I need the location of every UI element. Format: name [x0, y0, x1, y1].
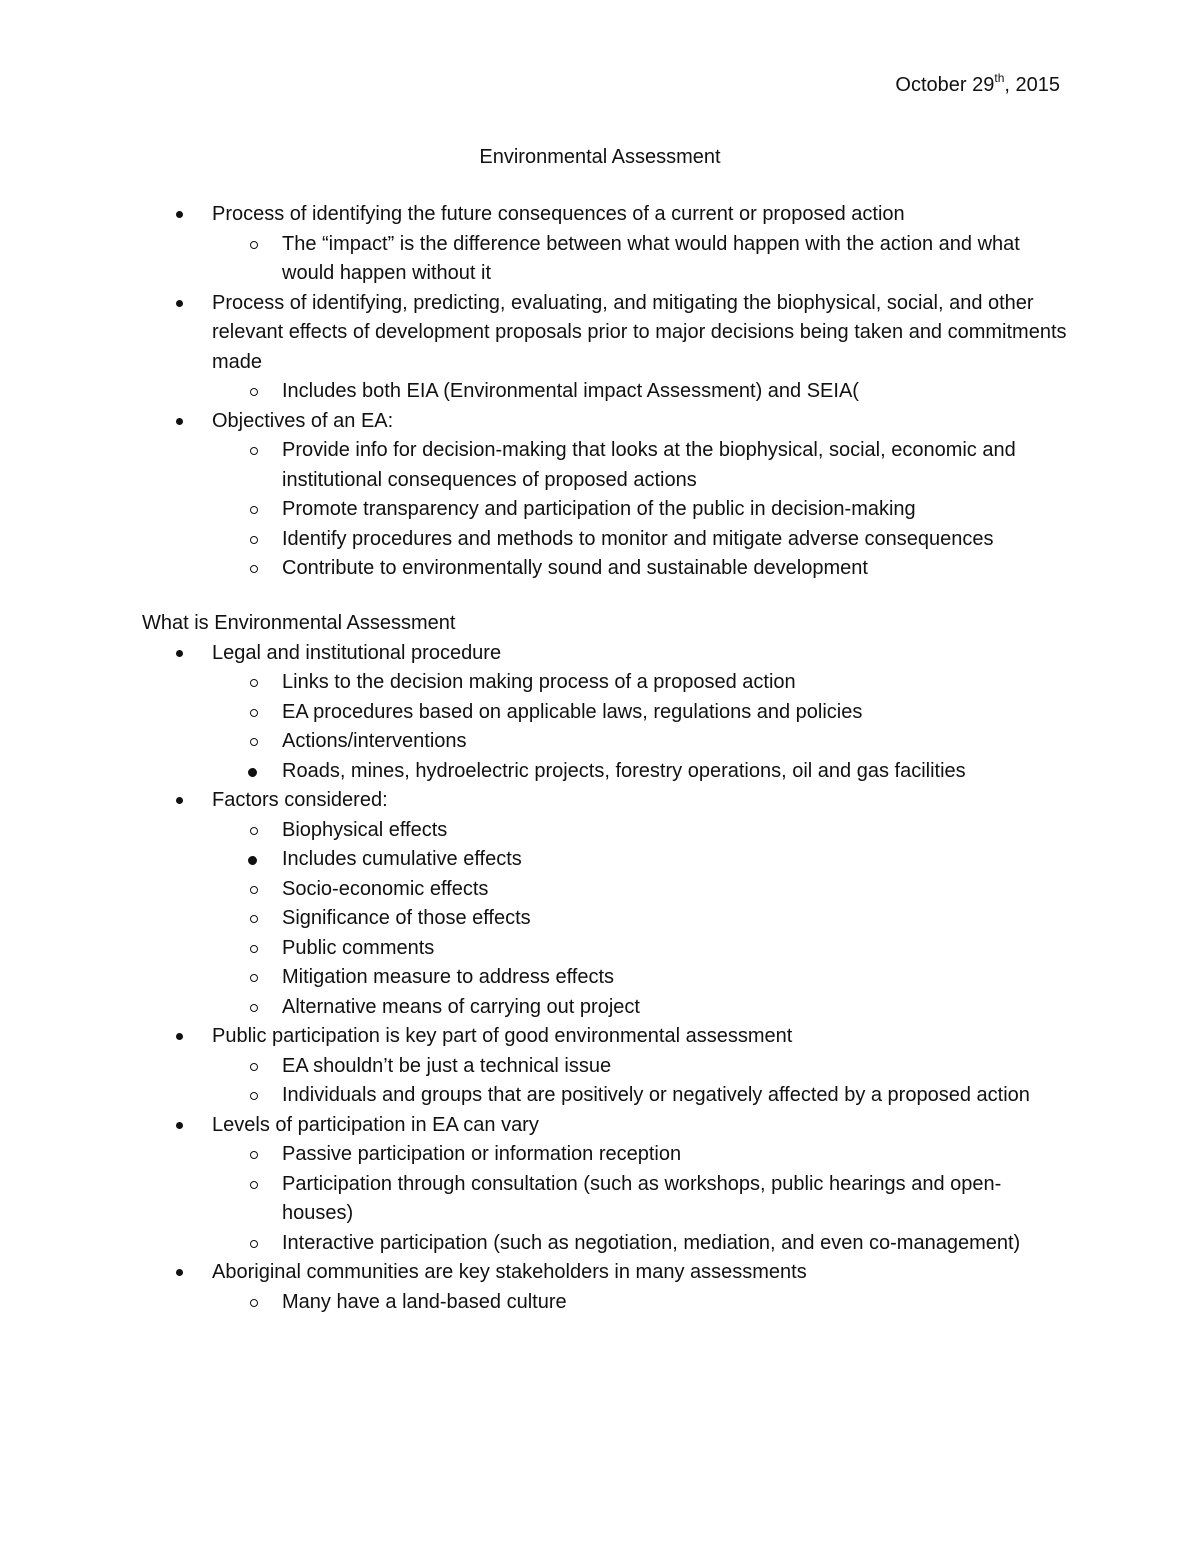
list-item [212, 904, 1072, 934]
list-item [212, 993, 1072, 1023]
date-ordinal-suffix: th [994, 71, 1005, 86]
sub-sub-bullet-list [212, 845, 1072, 875]
list-item [142, 639, 1072, 669]
list-item-text: Participation through consultation (such as workshops, public hearings and open-houses) [282, 1172, 1002, 1224]
list-item [212, 1170, 1072, 1229]
bullet-list [142, 1258, 1072, 1288]
sub-bullet-list [212, 377, 1072, 407]
bullet-list [142, 1022, 1072, 1052]
section-heading: What is Environmental Assessment [142, 612, 456, 634]
sub-bullet-list [212, 816, 1072, 846]
bullet-list [142, 289, 1072, 378]
list-item [142, 786, 1072, 816]
list-item-text: Legal and institutional procedure [212, 641, 502, 664]
list-item [212, 875, 1072, 905]
bullet-list [142, 200, 1072, 230]
list-item [212, 1288, 1072, 1318]
list-item [212, 1081, 1072, 1111]
list-item [212, 934, 1072, 964]
list-item-text: Passive participation or information reception [282, 1143, 682, 1165]
list-item-text: Factors considered: [212, 789, 388, 811]
list-item-text: Roads, mines, hydroelectric projects, forestry operations, oil and gas facilities [282, 759, 966, 782]
date-suffix: , 2015 [1004, 74, 1060, 96]
list-item-text: Individuals and groups that are positively or negatively affected by a proposed action [282, 1084, 1030, 1106]
list-item [212, 668, 1072, 698]
list-item [212, 757, 1072, 787]
sub-bullet-list [212, 1052, 1072, 1111]
list-item-text: Process of identifying, predicting, evaluating, and mitigating the biophysical, social, and other relevant effects of development proposals prior to major decisions being taken and commitments made [212, 291, 1067, 373]
list-item-text: Alternative means of carrying out project [282, 995, 640, 1018]
list-item-text: Significance of those effects [282, 907, 531, 929]
list-item [212, 525, 1072, 555]
list-item-text: Biophysical effects [282, 818, 448, 841]
list-item [212, 554, 1072, 584]
list-item-text: Aboriginal communities are key stakeholders in many assessments [212, 1261, 807, 1283]
list-item-text: Links to the decision making process of a proposed action [282, 671, 796, 693]
list-item-text: Actions/interventions [282, 730, 467, 752]
sub-bullet-list [212, 436, 1072, 584]
list-item-text: Identify procedures and methods to monitor and mitigate adverse consequences [282, 527, 994, 550]
list-item-text: Mitigation measure to address effects [282, 966, 615, 988]
bullet-list [142, 1111, 1072, 1141]
list-item-text: Promote transparency and participation of the public in decision-making [282, 498, 916, 520]
list-item [142, 407, 1072, 437]
list-item [212, 727, 1072, 757]
section-what-is-ea [142, 609, 1072, 1317]
sub-sub-bullet-list [212, 757, 1072, 787]
list-item [212, 845, 1072, 875]
list-item [142, 200, 1072, 230]
sub-bullet-list [212, 1140, 1072, 1258]
list-item [142, 1022, 1072, 1052]
document-date [895, 72, 1060, 98]
list-item-text: Public participation is key part of good environmental assessment [212, 1025, 793, 1047]
list-item [212, 1052, 1072, 1082]
list-item [212, 377, 1072, 407]
list-item-text: Socio-economic effects [282, 877, 489, 900]
list-item [212, 1229, 1072, 1259]
list-item [142, 1258, 1072, 1288]
list-item [212, 816, 1072, 846]
list-item [212, 495, 1072, 525]
list-item [212, 963, 1072, 993]
list-item-text: Contribute to environmentally sound and sustainable development [282, 557, 868, 579]
sub-bullet-list [212, 875, 1072, 1023]
list-item-text: Includes both EIA (Environmental impact Assessment) and SEIA( [282, 380, 859, 402]
list-item-text: Many have a land-based culture [282, 1290, 567, 1313]
list-item-text: Includes cumulative effects [282, 848, 522, 870]
sub-bullet-list [212, 230, 1072, 289]
document-title: Environmental Assessment [479, 146, 721, 168]
list-item-text: EA procedures based on applicable laws, regulations and policies [282, 700, 863, 723]
list-item [142, 289, 1072, 378]
list-item [212, 1140, 1072, 1170]
list-item [212, 436, 1072, 495]
bullet-list [142, 786, 1072, 816]
list-item-text: Provide info for decision-making that looks at the biophysical, social, economic and institutional consequences of proposed actions [282, 439, 1016, 491]
list-item-text: Objectives of an EA: [212, 409, 394, 432]
list-item-text: The “impact” is the difference between what would happen with the action and what would happen without it [282, 232, 1020, 284]
sub-bullet-list [212, 668, 1072, 757]
list-item-text: Interactive participation (such as negotiation, mediation, and even co-management) [282, 1231, 1021, 1254]
list-item-text: EA shouldn’t be just a technical issue [282, 1054, 612, 1077]
list-item [212, 230, 1072, 289]
section-overview [142, 200, 1072, 584]
list-item [212, 698, 1072, 728]
list-item-text: Public comments [282, 936, 435, 959]
list-item-text: Levels of participation in EA can vary [212, 1113, 539, 1136]
bullet-list [142, 407, 1072, 437]
date-prefix: October 29 [895, 74, 995, 96]
bullet-list [142, 639, 1072, 669]
sub-bullet-list [212, 1288, 1072, 1318]
list-item [142, 1111, 1072, 1141]
list-item-text: Process of identifying the future consequences of a current or proposed action [212, 203, 905, 225]
